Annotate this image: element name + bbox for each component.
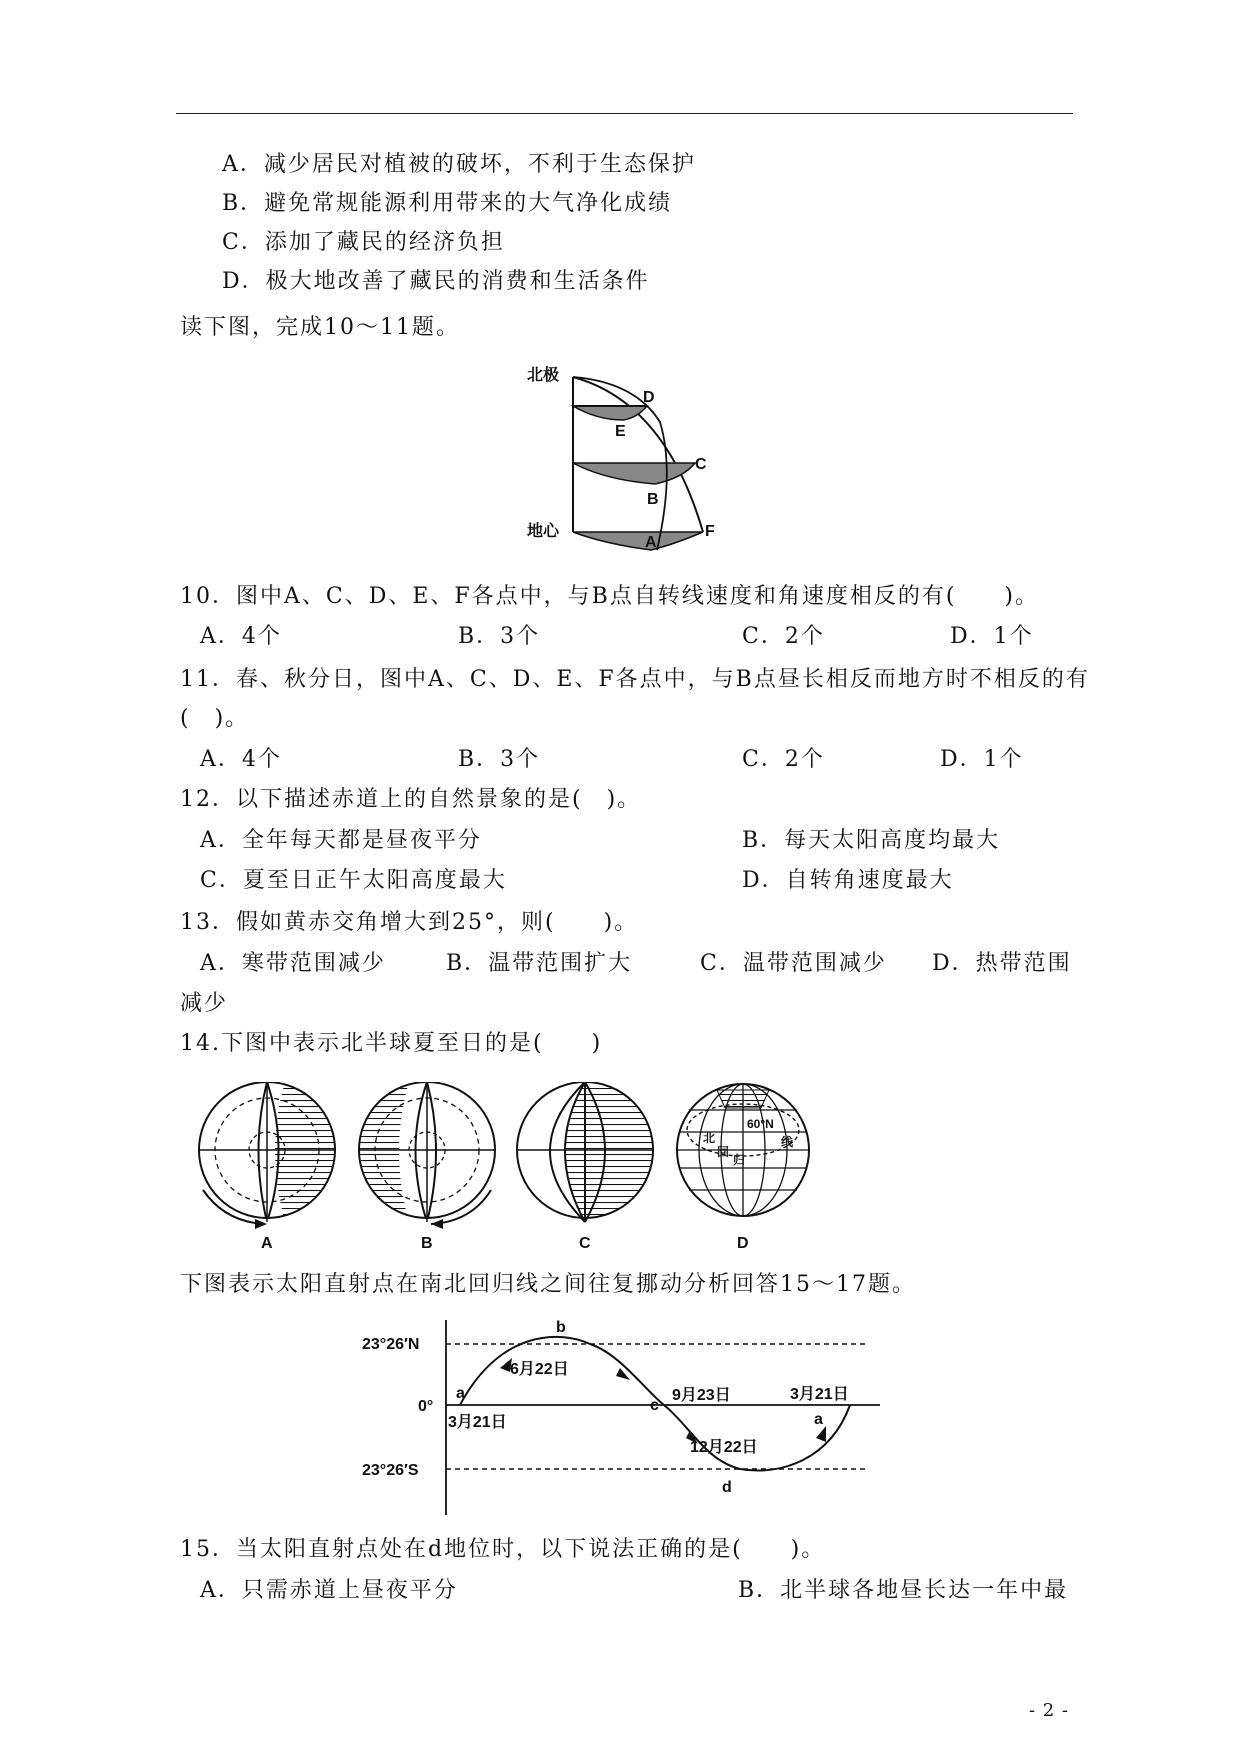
q11-option-c: C．2个 — [742, 747, 825, 772]
sun-migration-diagram — [360, 1310, 880, 1520]
point-d-label: D — [643, 389, 655, 406]
point-a-start: a — [456, 1385, 465, 1402]
north-pole-label: 北极 — [527, 367, 560, 384]
q12-option-c: C．夏至日正午太阳高度最大 — [200, 868, 507, 893]
point-c: c — [650, 1397, 659, 1414]
page-number: - 2 - — [1028, 1700, 1069, 1721]
point-e-label: E — [615, 423, 626, 440]
date-jun22: 6月22日 — [510, 1361, 569, 1378]
q13-option-d: D．热带范围 — [932, 951, 1072, 976]
globe-b-label: B — [421, 1235, 433, 1252]
q11-stem-line2: ( )。 — [180, 706, 250, 731]
q13-option-a: A．寒带范围减少 — [200, 951, 386, 976]
q12-option-a: A．全年每天都是昼夜平分 — [200, 828, 482, 853]
header-rule — [176, 113, 1073, 114]
globe-d-label: D — [737, 1235, 749, 1252]
globe-d-char-1: 北 — [703, 1131, 716, 1145]
q12-option-b: B．每天太阳高度均最大 — [742, 828, 1001, 853]
point-f-label: F — [705, 523, 715, 540]
globe-b — [359, 1082, 495, 1252]
date-mar21-end: 3月21日 — [790, 1386, 849, 1403]
q14-stem: 14.下图中表示北半球夏至日的是( ) — [180, 1031, 603, 1056]
q9-option-d: D．极大地改善了藏民的消费和生活条件 — [222, 269, 650, 294]
globe-d-char-4: 线 — [781, 1135, 794, 1149]
q15-stem: 15．当太阳直射点处在d地位时，以下说法正确的是( )。 — [180, 1537, 826, 1562]
tropic-n-label: 23°26′N — [362, 1336, 420, 1353]
q13-option-b: B．温带范围扩大 — [446, 951, 633, 976]
date-sep23: 9月23日 — [672, 1387, 731, 1404]
globe-d-char-2: 回 — [717, 1145, 730, 1159]
q10-option-b: B．3个 — [458, 624, 541, 649]
q11-option-a: A．4个 — [200, 747, 282, 772]
earth-section-diagram — [525, 362, 725, 562]
equator-label: 0° — [418, 1398, 434, 1415]
point-b: b — [556, 1319, 566, 1336]
point-a-label: A — [645, 534, 657, 551]
q15-option-a: A．只需赤道上昼夜平分 — [200, 1578, 458, 1603]
globes-figure — [195, 1082, 835, 1252]
globe-d-lat-label: 60°N — [747, 1117, 774, 1131]
q13-stem: 13．假如黄赤交角增大到25°，则( )。 — [180, 910, 639, 935]
globe-a-label: A — [261, 1235, 273, 1252]
q13-continuation: 减少 — [180, 991, 229, 1016]
point-d: d — [722, 1479, 732, 1496]
intro-15-17: 下图表示太阳直射点在南北回归线之间往复挪动分析回答15～17题。 — [180, 1272, 916, 1297]
intro-10-11: 读下图，完成10～11题。 — [180, 315, 460, 340]
globe-d-char-3: 归 — [733, 1153, 746, 1167]
date-dec22: 12月22日 — [690, 1439, 758, 1456]
q13-option-c: C．温带范围减少 — [700, 951, 887, 976]
q9-option-a: A．减少居民对植被的破坏，不利于生态保护 — [222, 152, 696, 177]
q10-stem: 10．图中A、C、D、E、F各点中，与B点自转线速度和角速度相反的有( )。 — [180, 584, 1040, 609]
globe-c — [517, 1082, 653, 1252]
q9-option-c: C．添加了藏民的经济负担 — [222, 230, 505, 255]
q11-option-b: B．3个 — [458, 747, 541, 772]
tropic-s-label: 23°26′S — [362, 1462, 419, 1479]
q10-option-c: C．2个 — [742, 624, 825, 649]
globe-c-label: C — [579, 1235, 591, 1252]
q9-option-b: B．避免常规能源利用带来的大气净化成绩 — [222, 191, 673, 216]
globe-a — [199, 1082, 335, 1252]
q15-option-b: B．北半球各地昼长达一年中最 — [738, 1578, 1069, 1603]
q12-option-d: D．自转角速度最大 — [742, 868, 954, 893]
q10-option-a: A．4个 — [200, 624, 282, 649]
point-b-label: B — [647, 491, 659, 508]
q11-stem-line1: 11．春、秋分日，图中A、C、D、E、F各点中，与B点昼长相反而地方时不相反的有 — [180, 667, 1090, 692]
q12-stem: 12．以下描述赤道上的自然景象的是( )。 — [180, 787, 642, 812]
globe-d — [677, 1084, 809, 1252]
q11-option-d: D．1个 — [940, 747, 1024, 772]
point-a-end: a — [814, 1411, 823, 1428]
point-c-label: C — [695, 456, 707, 473]
q10-option-d: D．1个 — [950, 624, 1034, 649]
date-mar21-start: 3月21日 — [448, 1414, 507, 1431]
earth-center-label: 地心 — [527, 523, 560, 540]
